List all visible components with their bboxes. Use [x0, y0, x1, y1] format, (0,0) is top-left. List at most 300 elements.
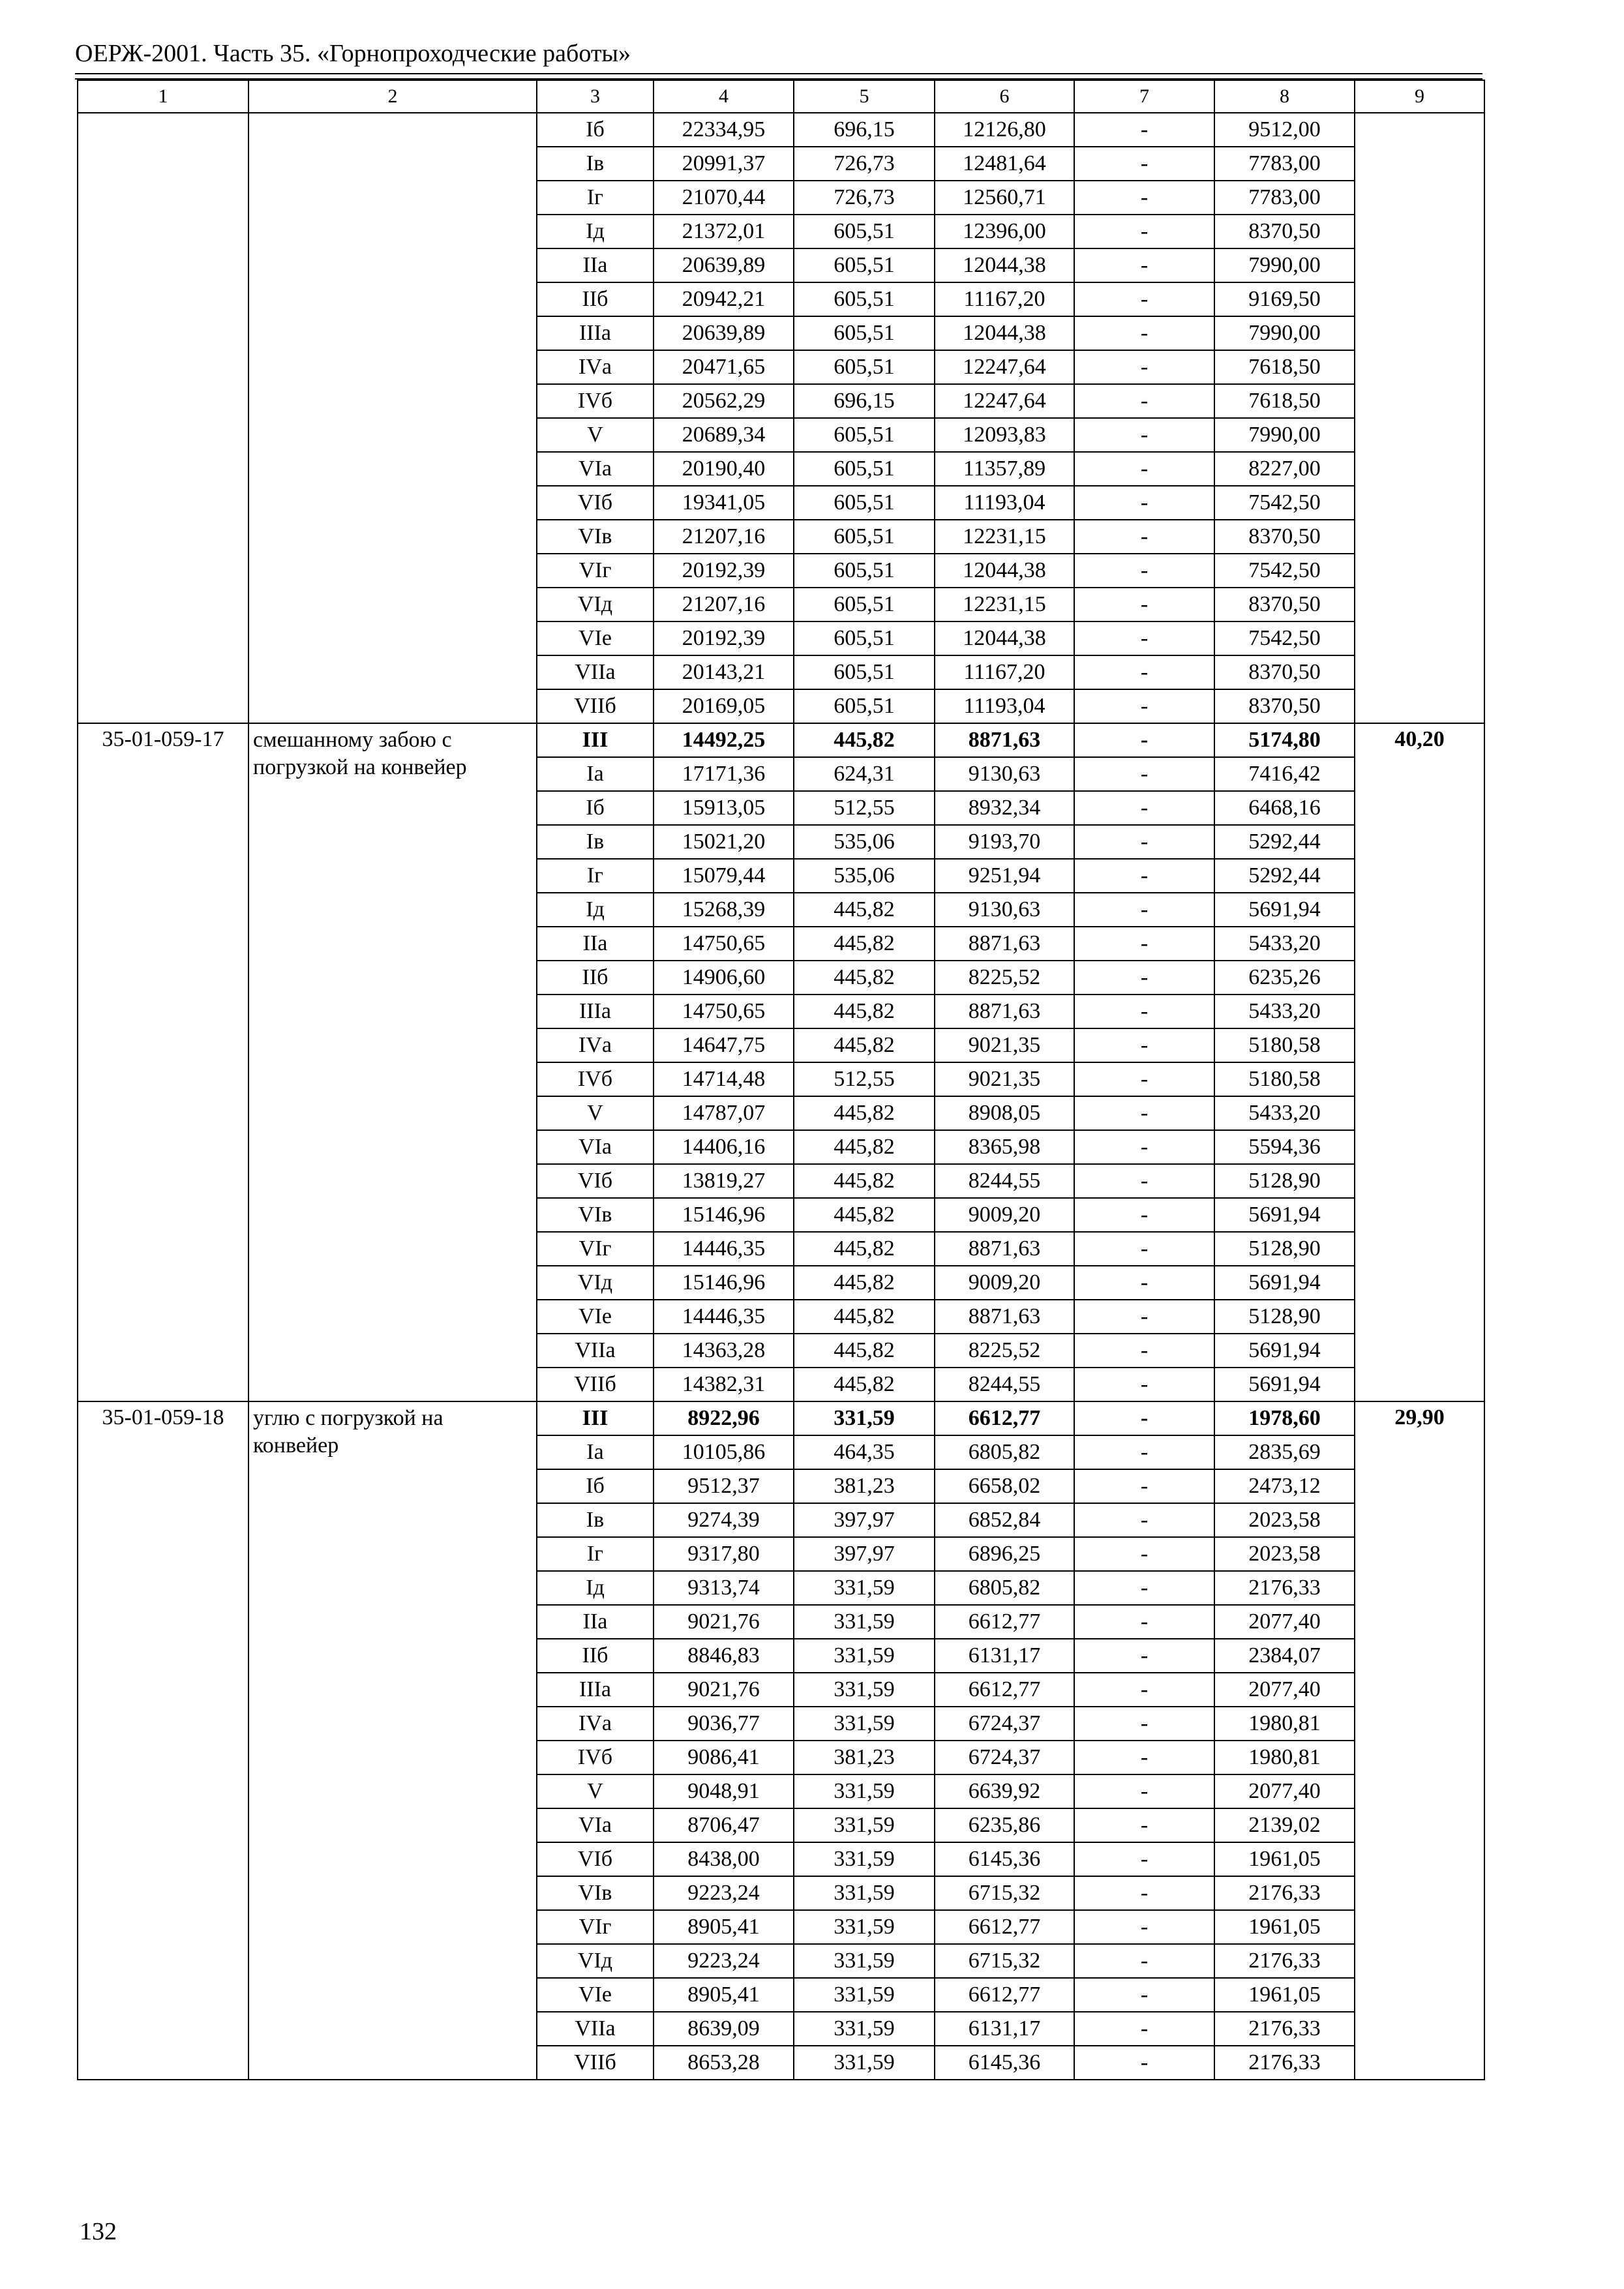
value-cell: 20192,39	[654, 554, 794, 588]
value-cell: -	[1074, 1266, 1214, 1300]
value-cell: -	[1074, 248, 1214, 282]
value-cell: 605,51	[794, 452, 935, 486]
value-cell: 9086,41	[654, 1741, 794, 1774]
value-cell: -	[1074, 621, 1214, 655]
value-cell: 14647,75	[654, 1028, 794, 1062]
value-cell: 8370,50	[1214, 588, 1355, 621]
value-cell: 12231,15	[935, 520, 1074, 554]
value-cell: -	[1074, 791, 1214, 825]
value-cell: 624,31	[794, 757, 935, 791]
value-cell: 11193,04	[935, 689, 1074, 723]
value-cell: 8227,00	[1214, 452, 1355, 486]
value-cell: 605,51	[794, 486, 935, 520]
value-cell: 1980,81	[1214, 1741, 1355, 1774]
value-cell: 8438,00	[654, 1842, 794, 1876]
category-cell: Iд	[537, 1571, 654, 1605]
value-cell: 20143,21	[654, 655, 794, 689]
value-cell: 8639,09	[654, 2012, 794, 2046]
value-cell: 6235,26	[1214, 961, 1355, 995]
value-cell: 6805,82	[935, 1571, 1074, 1605]
value-cell: -	[1074, 2012, 1214, 2046]
value-cell: 21207,16	[654, 588, 794, 621]
value-cell: 8871,63	[935, 1232, 1074, 1266]
value-cell: 535,06	[794, 825, 935, 859]
category-cell: Iа	[537, 1435, 654, 1469]
value-cell: -	[1074, 418, 1214, 452]
value-cell: 6145,36	[935, 1842, 1074, 1876]
value-cell: 445,82	[794, 995, 935, 1028]
value-cell: 20639,89	[654, 316, 794, 350]
value-cell: 5128,90	[1214, 1164, 1355, 1198]
labor-total-cell: 40,20	[1355, 723, 1484, 1401]
value-cell: 17171,36	[654, 757, 794, 791]
category-cell: VIг	[537, 554, 654, 588]
value-cell: 5292,44	[1214, 859, 1355, 893]
value-cell: -	[1074, 1673, 1214, 1707]
category-cell: VIб	[537, 1164, 654, 1198]
value-cell: 9223,24	[654, 1944, 794, 1978]
value-cell: 5433,20	[1214, 995, 1355, 1028]
value-cell: 8706,47	[654, 1808, 794, 1842]
value-cell: 2176,33	[1214, 2012, 1355, 2046]
category-cell: VIе	[537, 1300, 654, 1334]
value-cell: 7618,50	[1214, 384, 1355, 418]
value-cell: 5691,94	[1214, 1198, 1355, 1232]
value-cell: 2176,33	[1214, 1876, 1355, 1910]
value-cell: 14714,48	[654, 1062, 794, 1096]
category-cell: VIе	[537, 621, 654, 655]
value-cell: 20192,39	[654, 621, 794, 655]
column-number-cell: 8	[1214, 80, 1355, 113]
value-cell: -	[1074, 316, 1214, 350]
value-cell: 381,23	[794, 1469, 935, 1503]
value-cell: 7542,50	[1214, 554, 1355, 588]
value-cell: 20991,37	[654, 147, 794, 181]
value-cell: 9317,80	[654, 1537, 794, 1571]
value-cell: -	[1074, 1334, 1214, 1368]
value-cell: -	[1074, 1605, 1214, 1639]
value-cell: 14363,28	[654, 1334, 794, 1368]
category-cell: IIа	[537, 927, 654, 961]
value-cell: -	[1074, 1808, 1214, 1842]
category-cell: Iг	[537, 181, 654, 215]
value-cell: -	[1074, 588, 1214, 621]
value-cell: 605,51	[794, 316, 935, 350]
column-number-cell: 1	[78, 80, 248, 113]
column-number-cell: 3	[537, 80, 654, 113]
value-cell: 605,51	[794, 520, 935, 554]
value-cell: 331,59	[794, 1808, 935, 1842]
value-cell: 8225,52	[935, 961, 1074, 995]
value-cell: 14492,25	[654, 723, 794, 757]
value-cell: 5691,94	[1214, 1334, 1355, 1368]
value-cell: 20639,89	[654, 248, 794, 282]
value-cell: 6131,17	[935, 2012, 1074, 2046]
value-cell: 445,82	[794, 1368, 935, 1401]
value-cell: 8370,50	[1214, 520, 1355, 554]
value-cell: 7990,00	[1214, 316, 1355, 350]
table-row	[78, 113, 1484, 147]
category-cell: V	[537, 1774, 654, 1808]
category-cell: IIа	[537, 248, 654, 282]
category-cell: Iд	[537, 215, 654, 248]
value-cell: 445,82	[794, 1334, 935, 1368]
value-cell: 6805,82	[935, 1435, 1074, 1469]
value-cell: 8370,50	[1214, 215, 1355, 248]
value-cell: -	[1074, 1130, 1214, 1164]
category-cell: Iв	[537, 147, 654, 181]
labor-total-cell	[1355, 113, 1484, 723]
value-cell: 5433,20	[1214, 1096, 1355, 1130]
value-cell: -	[1074, 1876, 1214, 1910]
value-cell: 6724,37	[935, 1707, 1074, 1741]
value-cell: -	[1074, 1401, 1214, 1435]
value-cell: 445,82	[794, 1266, 935, 1300]
category-cell: IVб	[537, 384, 654, 418]
value-cell: 15079,44	[654, 859, 794, 893]
value-cell: 331,59	[794, 1774, 935, 1808]
value-cell: 7990,00	[1214, 418, 1355, 452]
category-cell: IIIа	[537, 1673, 654, 1707]
value-cell: 331,59	[794, 1571, 935, 1605]
category-cell: VIIа	[537, 2012, 654, 2046]
value-cell: 9009,20	[935, 1266, 1074, 1300]
value-cell: 605,51	[794, 248, 935, 282]
value-cell: -	[1074, 723, 1214, 757]
value-cell: 9223,24	[654, 1876, 794, 1910]
value-cell: 2077,40	[1214, 1774, 1355, 1808]
value-cell: 605,51	[794, 689, 935, 723]
category-cell: VIг	[537, 1232, 654, 1266]
value-cell: 8846,83	[654, 1639, 794, 1673]
value-cell: -	[1074, 1503, 1214, 1537]
value-cell: -	[1074, 452, 1214, 486]
value-cell: 9009,20	[935, 1198, 1074, 1232]
value-cell: 9130,63	[935, 893, 1074, 927]
value-cell: 2077,40	[1214, 1605, 1355, 1639]
category-cell: IVа	[537, 1707, 654, 1741]
labor-total-cell: 29,90	[1355, 1401, 1484, 2080]
work-description-cell: смешанному забою с погрузкой на конвейер	[248, 723, 537, 1401]
value-cell: -	[1074, 1741, 1214, 1774]
value-cell: 445,82	[794, 1164, 935, 1198]
rate-code-cell: 35-01-059-17	[78, 723, 248, 1401]
value-cell: -	[1074, 927, 1214, 961]
value-cell: -	[1074, 215, 1214, 248]
value-cell: 331,59	[794, 1401, 935, 1435]
value-cell: 1978,60	[1214, 1401, 1355, 1435]
value-cell: 10105,86	[654, 1435, 794, 1469]
value-cell: 6145,36	[935, 2046, 1074, 2080]
category-cell: Iв	[537, 825, 654, 859]
category-cell: VIд	[537, 1944, 654, 1978]
value-cell: 15268,39	[654, 893, 794, 927]
value-cell: -	[1074, 113, 1214, 147]
page-header: ОЕРЖ-2001. Часть 35. «Горнопроходческие работы»	[75, 40, 631, 67]
value-cell: 464,35	[794, 1435, 935, 1469]
value-cell: 331,59	[794, 1605, 935, 1639]
value-cell: 20689,34	[654, 418, 794, 452]
header-rule	[75, 73, 1482, 74]
value-cell: 397,97	[794, 1537, 935, 1571]
value-cell: 8905,41	[654, 1910, 794, 1944]
category-cell: III	[537, 1401, 654, 1435]
value-cell: 7542,50	[1214, 486, 1355, 520]
value-cell: 445,82	[794, 927, 935, 961]
value-cell: -	[1074, 825, 1214, 859]
category-cell: IIа	[537, 1605, 654, 1639]
value-cell: 605,51	[794, 621, 935, 655]
value-cell: -	[1074, 893, 1214, 927]
category-cell: Iб	[537, 791, 654, 825]
category-cell: IVб	[537, 1062, 654, 1096]
category-cell: VIд	[537, 1266, 654, 1300]
value-cell: 2835,69	[1214, 1435, 1355, 1469]
value-cell: 445,82	[794, 1130, 935, 1164]
value-cell: -	[1074, 1774, 1214, 1808]
value-cell: 21372,01	[654, 215, 794, 248]
value-cell: 6715,32	[935, 1944, 1074, 1978]
value-cell: 20562,29	[654, 384, 794, 418]
column-number-cell: 2	[248, 80, 537, 113]
value-cell: 9512,00	[1214, 113, 1355, 147]
value-cell: 21070,44	[654, 181, 794, 215]
category-cell: IVа	[537, 350, 654, 384]
value-cell: 21207,16	[654, 520, 794, 554]
value-cell: 331,59	[794, 1876, 935, 1910]
rate-code-cell	[78, 113, 248, 723]
value-cell: 14446,35	[654, 1232, 794, 1266]
value-cell: 20169,05	[654, 689, 794, 723]
value-cell: 2023,58	[1214, 1537, 1355, 1571]
value-cell: 6468,16	[1214, 791, 1355, 825]
value-cell: 5128,90	[1214, 1232, 1355, 1266]
value-cell: 8932,34	[935, 791, 1074, 825]
value-cell: -	[1074, 520, 1214, 554]
value-cell: 8871,63	[935, 1300, 1074, 1334]
category-cell: VIв	[537, 1876, 654, 1910]
value-cell: 331,59	[794, 1707, 935, 1741]
value-cell: 605,51	[794, 588, 935, 621]
category-cell: VIе	[537, 1978, 654, 2012]
value-cell: 5691,94	[1214, 1266, 1355, 1300]
value-cell: -	[1074, 1198, 1214, 1232]
value-cell: 445,82	[794, 1028, 935, 1062]
value-cell: 445,82	[794, 1300, 935, 1334]
value-cell: 2023,58	[1214, 1503, 1355, 1537]
value-cell: -	[1074, 1842, 1214, 1876]
value-cell: 605,51	[794, 282, 935, 316]
value-cell: 5180,58	[1214, 1028, 1355, 1062]
category-cell: IIб	[537, 961, 654, 995]
value-cell: 9193,70	[935, 825, 1074, 859]
value-cell: 14382,31	[654, 1368, 794, 1401]
value-cell: 445,82	[794, 1096, 935, 1130]
value-cell: 605,51	[794, 418, 935, 452]
value-cell: 5594,36	[1214, 1130, 1355, 1164]
value-cell: 2384,07	[1214, 1639, 1355, 1673]
value-cell: 9021,76	[654, 1605, 794, 1639]
category-cell: Iд	[537, 893, 654, 927]
value-cell: 6715,32	[935, 1876, 1074, 1910]
value-cell: 726,73	[794, 181, 935, 215]
value-cell: 2473,12	[1214, 1469, 1355, 1503]
value-cell: 20942,21	[654, 282, 794, 316]
value-cell: -	[1074, 1096, 1214, 1130]
value-cell: 8905,41	[654, 1978, 794, 2012]
value-cell: 397,97	[794, 1503, 935, 1537]
value-cell: -	[1074, 1639, 1214, 1673]
value-cell: 8244,55	[935, 1164, 1074, 1198]
value-cell: 12560,71	[935, 181, 1074, 215]
value-cell: -	[1074, 486, 1214, 520]
value-cell: -	[1074, 1368, 1214, 1401]
value-cell: 8370,50	[1214, 689, 1355, 723]
value-cell: 7618,50	[1214, 350, 1355, 384]
value-cell: 7990,00	[1214, 248, 1355, 282]
value-cell: 9169,50	[1214, 282, 1355, 316]
value-cell: 6612,77	[935, 1978, 1074, 2012]
value-cell: 445,82	[794, 1232, 935, 1266]
value-cell: -	[1074, 147, 1214, 181]
value-cell: 696,15	[794, 113, 935, 147]
column-number-cell: 5	[794, 80, 935, 113]
value-cell: 11193,04	[935, 486, 1074, 520]
category-cell: VIд	[537, 588, 654, 621]
value-cell: 445,82	[794, 961, 935, 995]
value-cell: 331,59	[794, 2012, 935, 2046]
value-cell: 14446,35	[654, 1300, 794, 1334]
value-cell: 331,59	[794, 2046, 935, 2080]
category-cell: IIб	[537, 1639, 654, 1673]
value-cell: -	[1074, 757, 1214, 791]
value-cell: -	[1074, 1944, 1214, 1978]
category-cell: VIв	[537, 520, 654, 554]
value-cell: 2077,40	[1214, 1673, 1355, 1707]
value-cell: 12044,38	[935, 554, 1074, 588]
value-cell: 6235,86	[935, 1808, 1074, 1842]
value-cell: 8365,98	[935, 1130, 1074, 1164]
value-cell: -	[1074, 1707, 1214, 1741]
value-cell: 14750,65	[654, 927, 794, 961]
value-cell: 6612,77	[935, 1673, 1074, 1707]
value-cell: 9048,91	[654, 1774, 794, 1808]
category-cell: VIа	[537, 1808, 654, 1842]
value-cell: -	[1074, 1164, 1214, 1198]
category-cell: IVа	[537, 1028, 654, 1062]
category-cell: IVб	[537, 1741, 654, 1774]
value-cell: 14406,16	[654, 1130, 794, 1164]
category-cell: Iв	[537, 1503, 654, 1537]
value-cell: 445,82	[794, 723, 935, 757]
rate-code-cell: 35-01-059-18	[78, 1401, 248, 2080]
value-cell: 696,15	[794, 384, 935, 418]
value-cell: 12231,15	[935, 588, 1074, 621]
category-cell: V	[537, 1096, 654, 1130]
column-number-row	[78, 80, 1484, 113]
value-cell: 6612,77	[935, 1910, 1074, 1944]
value-cell: 12126,80	[935, 113, 1074, 147]
value-cell: 20471,65	[654, 350, 794, 384]
value-cell: 8871,63	[935, 723, 1074, 757]
value-cell: 11167,20	[935, 655, 1074, 689]
value-cell: 11357,89	[935, 452, 1074, 486]
page-number: 132	[80, 2218, 117, 2245]
value-cell: 5180,58	[1214, 1062, 1355, 1096]
category-cell: V	[537, 418, 654, 452]
category-cell: IIIа	[537, 316, 654, 350]
value-cell: -	[1074, 1062, 1214, 1096]
value-cell: 605,51	[794, 215, 935, 248]
value-cell: 12044,38	[935, 316, 1074, 350]
value-cell: 9021,76	[654, 1673, 794, 1707]
value-cell: 7783,00	[1214, 147, 1355, 181]
value-cell: 6724,37	[935, 1741, 1074, 1774]
value-cell: 15021,20	[654, 825, 794, 859]
value-cell: -	[1074, 1469, 1214, 1503]
value-cell: 331,59	[794, 1842, 935, 1876]
category-cell: VIIб	[537, 1368, 654, 1401]
category-cell: VIа	[537, 1130, 654, 1164]
value-cell: 14787,07	[654, 1096, 794, 1130]
value-cell: 12247,64	[935, 384, 1074, 418]
value-cell: 6639,92	[935, 1774, 1074, 1808]
value-cell: 1961,05	[1214, 1842, 1355, 1876]
value-cell: 8225,52	[935, 1334, 1074, 1368]
value-cell: -	[1074, 689, 1214, 723]
column-number-cell: 9	[1355, 80, 1484, 113]
value-cell: 8908,05	[935, 1096, 1074, 1130]
value-cell: -	[1074, 1435, 1214, 1469]
value-cell: 15913,05	[654, 791, 794, 825]
category-cell: VIв	[537, 1198, 654, 1232]
value-cell: 535,06	[794, 859, 935, 893]
value-cell: 12093,83	[935, 418, 1074, 452]
value-cell: 2176,33	[1214, 1944, 1355, 1978]
value-cell: -	[1074, 2046, 1214, 2080]
value-cell: 14750,65	[654, 995, 794, 1028]
column-number-cell: 6	[935, 80, 1074, 113]
value-cell: 14906,60	[654, 961, 794, 995]
table-row	[78, 723, 1484, 757]
value-cell: 9512,37	[654, 1469, 794, 1503]
value-cell: 9021,35	[935, 1028, 1074, 1062]
value-cell: 5128,90	[1214, 1300, 1355, 1334]
category-cell: Iг	[537, 1537, 654, 1571]
category-cell: VIIа	[537, 655, 654, 689]
category-cell: VIIб	[537, 689, 654, 723]
rates-table	[77, 80, 1485, 2080]
value-cell: 331,59	[794, 1944, 935, 1978]
work-description-cell: углю с погрузкой на конвейер	[248, 1401, 537, 2080]
value-cell: 20190,40	[654, 452, 794, 486]
category-cell: IIб	[537, 282, 654, 316]
value-cell: 8922,96	[654, 1401, 794, 1435]
value-cell: 512,55	[794, 1062, 935, 1096]
category-cell: III	[537, 723, 654, 757]
column-number-cell: 7	[1074, 80, 1214, 113]
value-cell: 331,59	[794, 1673, 935, 1707]
category-cell: Iа	[537, 757, 654, 791]
value-cell: 6612,77	[935, 1401, 1074, 1435]
value-cell: 6612,77	[935, 1605, 1074, 1639]
value-cell: -	[1074, 859, 1214, 893]
value-cell: 2176,33	[1214, 2046, 1355, 2080]
value-cell: 12044,38	[935, 621, 1074, 655]
value-cell: 6896,25	[935, 1537, 1074, 1571]
value-cell: 9313,74	[654, 1571, 794, 1605]
value-cell: 1961,05	[1214, 1978, 1355, 2012]
